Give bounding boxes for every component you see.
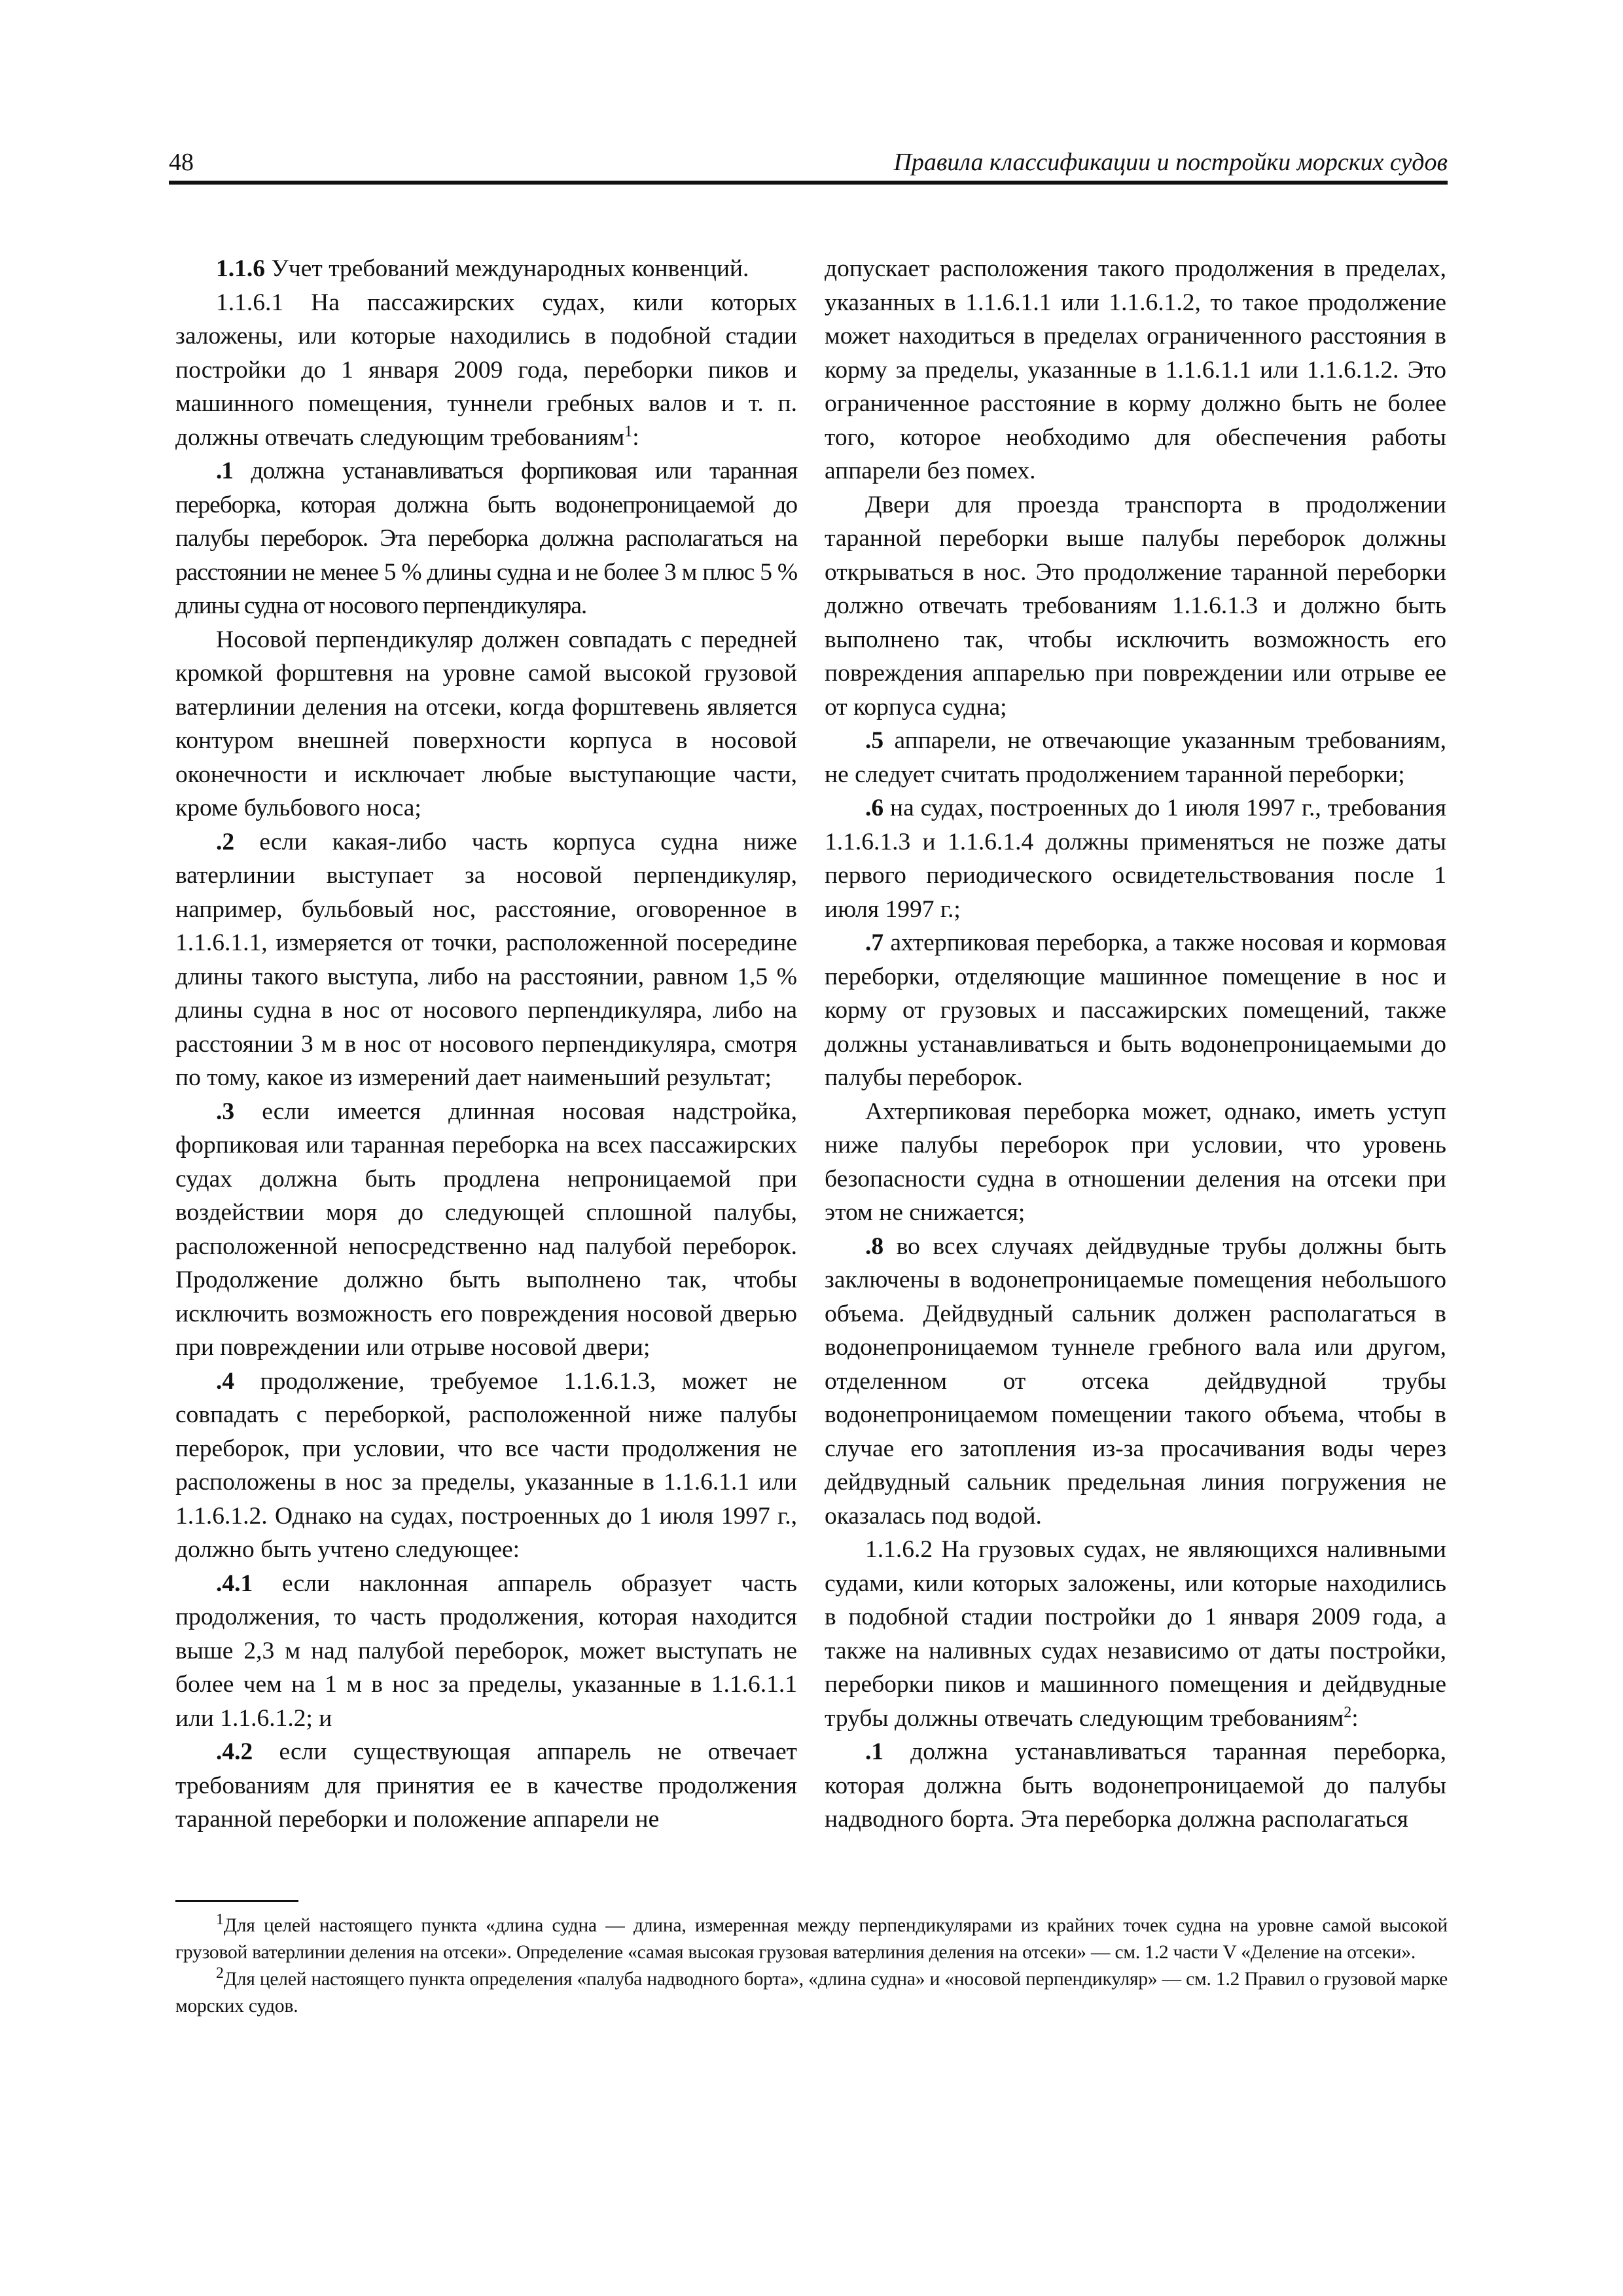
paragraph: .7 ахтерпиковая переборка, а также носовая и кормовая переборки, отделяющие машинное помещение в нос и корму от грузовых и пассажирских помещений, также должны устанавливаться и быть водонепроницаемыми до палубы переборок. <box>825 929 1446 1091</box>
left-column <box>175 252 797 1837</box>
paragraph: .3 если имеется длинная носовая надстройка, форпиковая или таранная переборка на всех пассажирских судах должна быть продлена непроницаемой при воздействии моря до следующей сплошной палубы, расположенной непосредственно над палубой переборок. Продолжение должно быть выполнено так, чтобы исключить возможность его повреждения носовой дверью при повреждении или отрыве носовой двери; <box>175 1098 797 1361</box>
page-number: 48 <box>169 149 194 176</box>
footnote-ref[interactable]: 1 <box>624 423 633 440</box>
footnote-ref[interactable]: 2 <box>1344 1704 1352 1721</box>
running-title: Правила классификации и постройки морских судов <box>893 149 1448 176</box>
paragraph: .1 должна устанавливаться форпиковая или таранная переборка, которая должна быть водонепроницаемой до палубы переборок. Эта переборка должна располагаться на расстоянии не менее 5 % длины судна и не более 3 м плюс 5 % длины судна от носового перпендикуляра. <box>175 457 797 619</box>
paragraph: .8 во всех случаях дейдвудные трубы должны быть заключены в водонепроницаемые помещения небольшого объема. Дейдвудный сальник должен располагаться в водонепроницаемом туннеле гребного вала или другом, отделенном от отсека дейдвудной трубы водонепроницаемом помещении такого объема, чтобы в случае его затопления из-за просачивания воды через дейдвудный сальник предельная линия погружения не оказалась под водой. <box>825 1232 1446 1530</box>
paragraph: .2 если какая-либо часть корпуса судна ниже ватерлинии выступает за носовой перпендикуляр, например, бульбовый нос, расстояние, оговоренное в 1.1.6.1.1, измеряется от точки, расположенной посередине длины такого выступа, либо на расстоянии, равном 1,5 % длины судна в нос от носового перпендикуляра, либо на расстоянии 3 м в нос от носового перпендикуляра, смотря по тому, какое из измерений дает наименьший результат; <box>175 828 797 1091</box>
paragraph: Двери для проезда транспорта в продолжении таранной переборки выше палубы переборок должны открываться в нос. Это продолжение таранной переборки должно отвечать требованиям 1.1.6.1.3 и должно быть выполнено так, чтобы исключить возможность его повреждения аппарелью при повреждении или отрыве ее от корпуса судна; <box>825 491 1446 721</box>
paragraph: 1.1.6 Учет требований международных конвенций. <box>216 255 749 282</box>
paragraph: .5 аппарели, не отвечающие указанным требованиям, не следует считать продолжением таранной переборки; <box>825 727 1446 788</box>
right-column <box>825 252 1446 1837</box>
paragraph: .6 на судах, построенных до 1 июля 1997 г., требования 1.1.6.1.3 и 1.1.6.1.4 должны применяться не позже даты первого периодического освидетельствования после 1 июля 1997 г.; <box>825 795 1446 923</box>
paragraph: Ахтерпиковая переборка может, однако, иметь уступ ниже палубы переборок при условии, что уровень безопасности судна в отношении деления на отсеки при этом не снижается; <box>825 1098 1446 1226</box>
paragraph: .4.2 если существующая аппарель не отвечает требованиям для принятия ее в качестве продолжения таранной переборки и положение аппарели не <box>175 1738 797 1833</box>
paragraph: Носовой перпендикуляр должен совпадать с передней кромкой форштевня на уровне самой высокой грузовой ватерлинии деления на отсеки, когда форштевень является контуром внешней поверхности корпуса в носовой оконечности и исключает любые выступающие части, кроме бульбового носа; <box>175 626 797 821</box>
footnote-mark: 1 <box>216 1911 224 1929</box>
page-header <box>169 143 1448 185</box>
paragraph: .4 продолжение, требуемое 1.1.6.1.3, может не совпадать с переборкой, расположенной ниже палубы переборок, при условии, что все части продолжения не расположены в нос за пределы, указанные в 1.1.6.1.1 или 1.1.6.1.2. Однако на судах, построенных до 1 июля 1997 г., должно быть учтено следующее: <box>175 1367 797 1563</box>
footnote: $^2$Для целей настоящего пункта определения «палуба надводного борта», «длина судна» и «носовой перпендикуляр» — см. 1.2 Правил о грузовой марке морских судов. <box>175 1965 1448 2017</box>
footnote-divider <box>175 1900 298 1902</box>
paragraph: .4.1 если наклонная аппарель образует часть продолжения, то часть продолжения, которая находится выше 2,3 м над палубой переборок, может выступать не более чем на 1 м в нос за пределы, указанные в 1.1.6.1.1 или 1.1.6.1.2; и <box>175 1570 797 1732</box>
footnote: $^1$Для целей настоящего пункта «длина судна — длина, измеренная между перпендикулярами из крайних точек судна на уровне самой высокой грузовой ватерлинии деления на отсеки». Определение «самая высокая грузовая ватерлиния деления на отсеки» — см. 1.2 части V «Деление на отсеки». <box>175 1911 1448 1963</box>
paragraph: 1.1.6.1 На пассажирских судах, кили которых заложены, или которые находились в подобной стадии постройки до 1 января 2009 года, переборки пиков и машинного помещения, туннели гребных валов и т. п. должны отвечать следующим требованиям$^1$: <box>175 289 797 451</box>
paragraph: 1.1.6.2 На грузовых судах, не являющихся наливными судами, кили которых заложены, или которые находились в подобной стадии постройки до 1 января 2009 года, а также на наливных судах независимо от даты постройки, переборки пиков и машинного помещения и дейдвудные трубы должны отвечать следующим требованиям$^2$: <box>825 1536 1446 1732</box>
paragraph: допускает расположения такого продолжения в пределах, указанных в 1.1.6.1.1 или 1.1.6.1.2, то такое продолжение может находиться в пределах ограниченного расстояния в корму за пределы, указанные в 1.1.6.1.1 или 1.1.6.1.2. Это ограниченное расстояние в корму должно быть не более того, которое необходимо для обеспечения работы аппарели без помех. <box>825 255 1446 484</box>
footnote-mark: 2 <box>216 1965 224 1982</box>
footnotes <box>175 1912 1448 2020</box>
paragraph: .1 должна устанавливаться таранная переборка, которая должна быть водонепроницаемой до палубы надводного борта. Эта переборка должна располагаться <box>825 1738 1446 1833</box>
